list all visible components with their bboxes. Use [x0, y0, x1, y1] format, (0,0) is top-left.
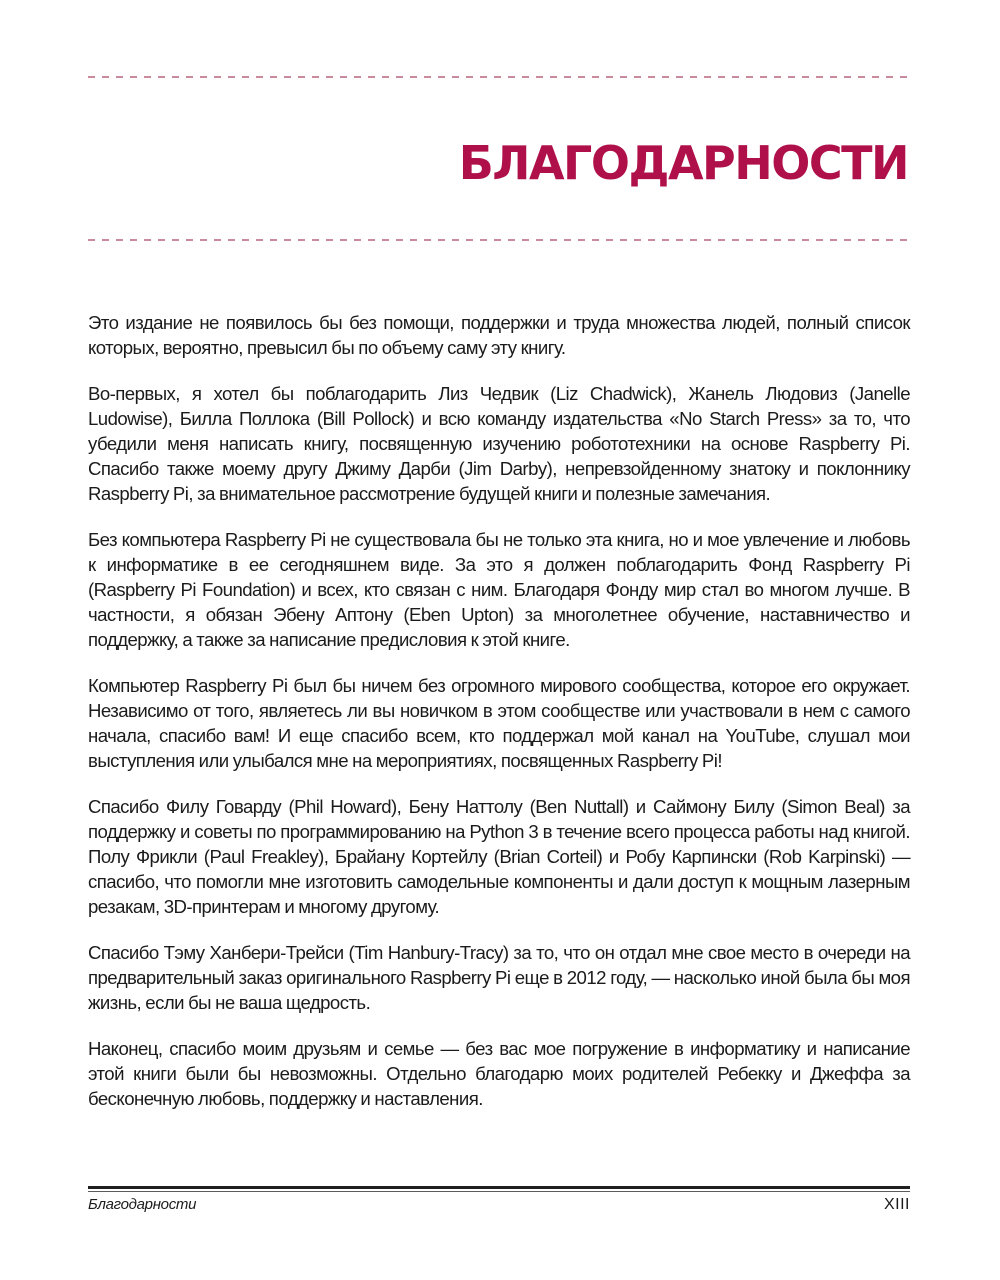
- paragraph-community-thanks: Компьютер Raspberry Pi был бы ничем без огромного мирового сообщества, которое его окружает. Независимо от того, являетесь ли вы новичком в этом сообществе или участвовали в нем с самого начала, спасибо вам! И еще спасибо всем, кто поддержал мой канал на YouTube, слушал мои выступления или улыбался мне на мероприятиях, посвященных Raspberry Pi!: [88, 675, 910, 771]
- footer-rule-thick: [88, 1186, 910, 1189]
- header-dashed-rule-top: [88, 76, 910, 78]
- paragraph-foundation-thanks: Без компьютера Raspberry Pi не существовала бы не только эта книга, но и мое увлечение и любовь к информатике в ее сегодняшнем виде. За это я должен поблагодарить Фонд Raspberry Pi (Raspberry Pi Foundation) и всех, кто связан с ним. Благодаря Фонду мир стал во многом лучше. В частности, я обязан Эбену Аптону (Eben Upton) за многолетнее обучение, наставничество и поддержку, а также за написание предисловия к этой книге.: [88, 529, 910, 650]
- footer-rule-thin: [88, 1191, 910, 1192]
- header-dashed-rule-bottom: [88, 239, 910, 241]
- footer-page-number: XIII: [883, 1196, 910, 1213]
- body-text: [88, 310, 910, 1132]
- paragraph-family-thanks: Наконец, спасибо моим друзьям и семье — без вас мое погружение в информатику и написание этой книги были бы невозможны. Отдельно благодарю моих родителей Ребекку и Джеффа за бесконечную любовь, поддержку и наставления.: [88, 1038, 910, 1109]
- paragraph-tim-thanks: Спасибо Тэму Ханбери-Трейси (Tim Hanbury-Tracy) за то, что он отдал мне свое место в очереди на предварительный заказ оригинального Raspberry Pi еще в 2012 году, — насколько иной была бы моя жизнь, если бы не ваша щедрость.: [88, 942, 910, 1013]
- chapter-title: БЛАГОДАРНОСТИ: [458, 136, 908, 190]
- paragraph-publisher-thanks: Во-первых, я хотел бы поблагодарить Лиз Чедвик (Liz Chadwick), Жанель Людовиз (Janelle Ludowise), Билла Поллока (Bill Pollock) и всю команду издательства «No Starch Press» за то, что убедили меня написать книгу, посвященную изучению робототехники на основе Raspberry Pi. Спасибо также моему другу Джиму Дарби (Jim Darby), непревзойденному знатоку и поклоннику Raspberry Pi, за внимательное рассмотрение будущей книги и полезные замечания.: [88, 383, 910, 504]
- footer-section-name: Благодарности: [88, 1196, 197, 1213]
- paragraph-contributors-thanks: Спасибо Филу Говарду (Phil Howard), Бену Наттолу (Ben Nuttall) и Саймону Билу (Simon Beal) за поддержку и советы по программированию на Python 3 в течение всего процесса работы над книгой. Полу Фрикли (Paul Freakley), Брайану Кортейлу (Brian Corteil) и Робу Карпински (Rob Karpinski) — спасибо, что помогли мне изготовить самодельные компоненты и дали доступ к мощным лазерным резакам, 3D-принтерам и многому другому.: [88, 796, 910, 917]
- paragraph-intro: Это издание не появилось бы без помощи, поддержки и труда множества людей, полный список которых, вероятно, превысил бы по объему саму эту книгу.: [88, 312, 910, 358]
